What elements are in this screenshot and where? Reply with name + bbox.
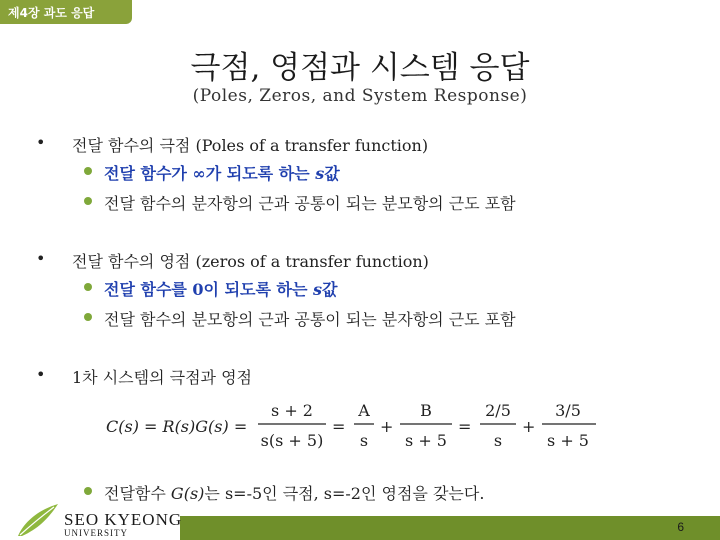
slide-title: 극점, 영점과 시스템 응답 <box>190 50 530 86</box>
sub-item-text: 전달 함수가 ∞가 되도록 하는 s값 <box>104 164 340 183</box>
sub-bullet-dot <box>84 487 92 495</box>
logo-line1: SEO KYEONG <box>64 510 183 529</box>
fraction-5-numerator: 3/5 <box>555 401 581 420</box>
university-logo <box>64 510 182 538</box>
bullet-dot: • <box>36 133 46 152</box>
page-number: 6 <box>677 520 684 534</box>
bullet-dot: • <box>36 249 46 268</box>
equation-lhs: C(s) = R(s)G(s) = <box>106 417 248 436</box>
fraction-4-numerator: 2/5 <box>485 401 511 420</box>
svg-text:+: + <box>380 417 394 436</box>
svg-text:=: = <box>458 417 472 436</box>
fraction-1-numerator: s + 2 <box>271 401 313 420</box>
fraction-2-numerator: A <box>358 401 370 420</box>
sub-bullet-dot <box>84 167 92 175</box>
fraction-3-denominator: s + 5 <box>405 431 447 450</box>
fraction-3-numerator: B <box>420 401 432 420</box>
fraction-2-denominator: s <box>359 431 369 450</box>
chapter-label: 제4장 과도 응답 <box>8 6 95 20</box>
sub-item-text: 전달 함수의 분자항의 근과 공통이 되는 분모항의 근도 포함 <box>104 194 516 213</box>
sub-bullet-dot <box>84 313 92 321</box>
fraction-5-denominator: s + 5 <box>547 431 589 450</box>
sub-bullet-dot <box>84 283 92 291</box>
sub-item-text: 전달 함수를 0이 되도록 하는 s값 <box>104 280 338 299</box>
bullet-text: 전달 함수의 극점 (Poles of a transfer function) <box>72 136 429 155</box>
sub-bullet-dot <box>84 197 92 205</box>
bullet-text: 전달 함수의 영점 (zeros of a transfer function) <box>72 252 429 271</box>
logo-line2: UNIVERSITY <box>64 528 128 538</box>
chapter-tab <box>0 0 132 24</box>
bullet-text: 1차 시스템의 극점과 영점 <box>72 368 252 387</box>
sub-item-text: 전달함수 G(s)는 s=-5인 극점, s=-2인 영점을 갖는다. <box>104 484 485 503</box>
svg-text:+: + <box>522 417 536 436</box>
slide-subtitle: (Poles, Zeros, and System Response) <box>192 86 528 106</box>
bullet-dot: • <box>36 365 46 384</box>
sub-item-text: 전달 함수의 분모항의 근과 공통이 되는 분자항의 근도 포함 <box>104 310 516 329</box>
fraction-1-denominator: s(s + 5) <box>260 431 324 450</box>
svg-text:=: = <box>332 417 346 436</box>
transfer-function-equation <box>106 394 606 458</box>
leaf-logo-icon <box>14 502 60 538</box>
fraction-4-denominator: s <box>493 431 503 450</box>
